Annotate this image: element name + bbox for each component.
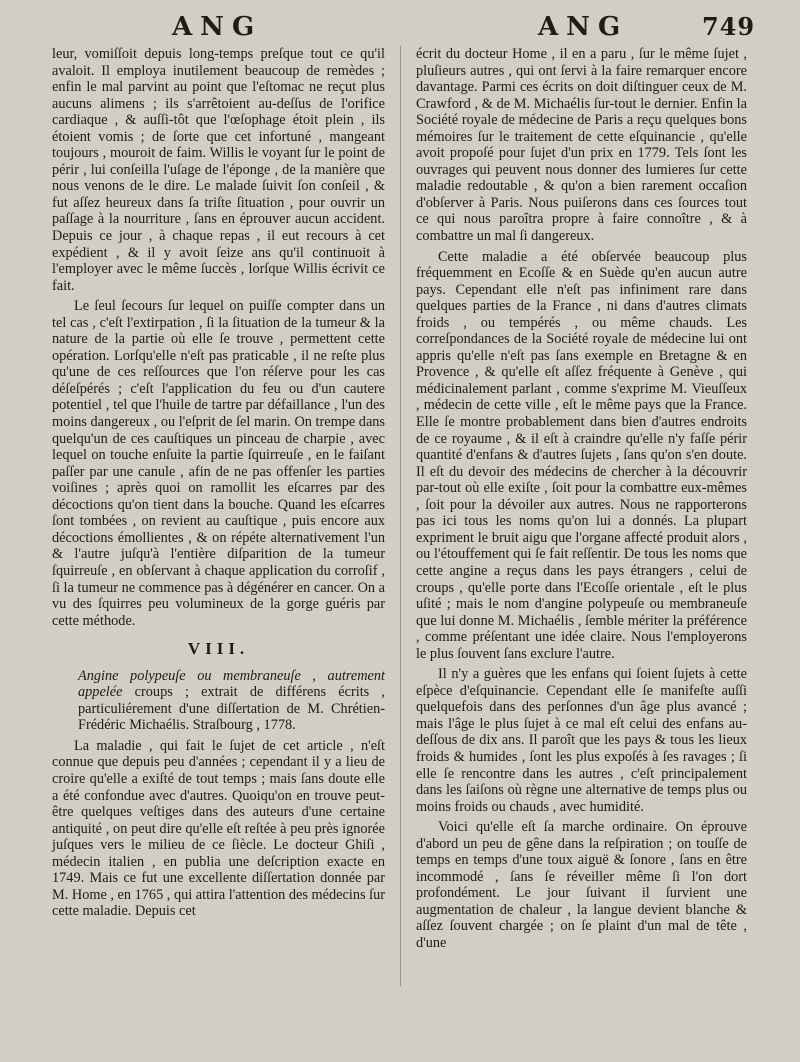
paragraph: leur, vomiſſoit depuis long-temps preſque tout ce qu'il avaloit. Il employa inutilement beaucoup de remèdes ; enfin le mal parvint au point que l'eſtomac ne reçut plus aucuns alimens ; ils s'arrêtoient au-deſſus de l'orifice cardiaque , & auſſi-tôt que l'œſophage étoit plein , ils étoient vomis ; de ſorte que cet infortuné , mangeant toujours , mouroit de faim. Willis le voyant ſur le point de périr , lui conſeilla l'uſage de l'éponge , de la manière que nous venons de le dire. Le malade ſuivit ſon conſeil , & fut aſſez heureux dans ſa triſte ſituation , pour ouvrir un paſſage à la nourriture , ſans en éprouver aucun accident. Depuis ce jour , à chaque repas , il eut recours à cet expédient , & il y avoit ſeize ans qu'il continuoit à l'employer avec le même ſuccès , lorſque Willis écrivit ce fait. <box>52 46 385 294</box>
page-number: 749 <box>702 12 756 41</box>
article-title <box>52 668 385 734</box>
paragraph: écrit du docteur Home , il en a paru , ſur le même ſujet , pluſieurs autres , qui ont ſervi à la faire remarquer encore davantage. Parmi ces écrits on doit diſtinguer ceux de M. Crawford , & de M. Michaélis ſur-tout le dernier. Enfin la Société royale de médecine de Paris a reçu quelques bons mémoires ſur le traitement de cette eſquinancie , qu'elle avoit propoſé pour ſujet d'un prix en 1779. Tels ſont les ouvrages qui peuvent nous donner des lumieres ſur cette maladie redoutable , & qu'on a bien rarement occaſion d'obſerver à Paris. Nous puiſerons dans ces ſources tout ce qui nous paroîtra propre à faire connoître , & à combattre un mal ſi dangereux. <box>416 46 747 245</box>
paragraph: La maladie , qui fait le ſujet de cet article , n'eſt connue que depuis peu d'années ; cependant il y a lieu de croire qu'elle a exiſté de tout temps ; mais ſans doute elle a été confondue avec d'autres. Quoiqu'on en trouve peut-être quelques veſtiges dans des auteurs d'une certaine antiquité , on peut dire qu'elle eſt reſtée à peu près ignorée juſques vers le milieu de ce ſiècle. Le docteur Ghiſi , médecin italien , en publia une deſcription exacte en 1749. Mais ce fut une excellente diſſertation donnée par M. Home , en 1765 , qui attira l'attention des médecins ſur cette maladie. Depuis cet <box>52 737 385 920</box>
paragraph: Le ſeul ſecours ſur lequel on puiſſe compter dans un tel cas , c'eſt l'extirpation , ſi la ſituation de la tumeur & la nature de la partie où elle ſe trouve , permettent cette opération. Lorſqu'elle n'eſt pas praticable , il ne reſte plus qu'une de ces reſſources que l'on réſerve pour les cas déſeſpérés ; c'eſt l'application du feu ou d'un cautere potentiel , tel que l'huile de tartre par défaillance , l'un des moins dangereux , ou l'eſprit de ſel marin. On trempe dans quelqu'un de ces cauſtiques un pinceau de charpie , avec lequel on touche enſuite la partie ſquirreuſe , en le faiſant paſſer par une canule , afin de ne pas offenſer les parties voiſines ; après quoi on ramollit les eſcarres par des décoctions qu'on tient dans la bouche. Quand les eſcarres ſont tombées , on revient au cauſtique , puis encore aux décoctions émollientes , & on répéte alternativement l'un & l'autre juſqu'à l'entière diſparition de la tumeur ſquirreuſe , en obſervant à chaque application du corroſif , ſi la tumeur ne commence pas à dégénérer en cancer. On a vu des ſquirres peu volumineux de la gorge guéris par cette méthode. <box>52 298 385 629</box>
left-column <box>52 46 385 924</box>
paragraph: Cette maladie a été obſervée beaucoup plus fréquemment en Ecoſſe & en Suède qu'en aucun autre pays. Cependant elle n'eſt pas infiniment rare dans quelques parties de la France , ni dans d'autres climats froids , ou tempérés , ou même chauds. Les correſpondances de la Société royale de médecine lui ont appris qu'elle n'eſt pas ſans exemple en Bretagne & en Provence , & qu'elle eſt aſſez fréquente à Genève , qui médicinalement parlant , comme s'exprime M. Vieuſſeux , médecin de cette ville , eſt le même pays que la France. Elle ſe montre probablement dans bien d'autres endroits de ce royaume , & il eſt à craindre qu'elle n'y faſſe périr quantité d'enfans & d'autres ſujets , ſans qu'on s'en doute. Il eſt du devoir des médecins de chercher à la découvrir par-tout où elle exiſte , ſoit pour la combattre eux-mêmes , ſoit pour la dévoiler aux autres. Nous ne rapporterons pas ici tous les noms qu'on lui a donnés. La plupart expriment le bruit aigu que l'organe affecté produit alors , ou l'étouffement qui ſe fait reſſentir. De tous les noms que cette angine a reçus dans les pays étrangers , celui de croups , qu'elle porte dans l'Ecoſſe orientale , eſt le plus uſité ; mais le nom d'angine polypeuſe ou membraneuſe que lui donne M. Michaélis , ſemble mériter la préférence , comme préſentant une idée claire. Nous l'employerons le plus ſouvent ſans exclure l'autre. <box>416 248 747 662</box>
paragraph: Il n'y a guères que les enfans qui ſoient ſujets à cette eſpèce d'eſquinancie. Cependant elle ſe manifeſte auſſi quelquefois dans des perſonnes d'un âge plus avancé ; mais l'âge le plus ſujet à ce mal eſt celui des enfans au-deſſous de dix ans. Il paroît que les pays & tous les lieux froids & humides , ſont les plus expoſés à ſes ravages ; ſi elle ſe rencontre dans les autres , c'eſt principalement dans les ſaiſons où règne une alternative de temps plus ou moins froids ou chauds , avec humidité. <box>416 666 747 815</box>
article-title-rest: croups ; extrait de différens écrits , particuliérement d'une diſſertation de M. Chrétien-Frédéric Michaélis. Straſbourg , 1778. <box>78 684 385 734</box>
right-column <box>416 46 747 956</box>
running-header <box>0 8 800 44</box>
article-title-italic: Angine polypeuſe ou membraneuſe , autrement appelée <box>78 667 385 701</box>
paragraph: Voici qu'elle eſt ſa marche ordinaire. On éprouve d'abord un peu de gêne dans la reſpiration ; on touſſe de temps en temps d'une toux aiguë & ſonore , ſans en être incommodé , ſans ſe réveiller même ſi l'on dort profondément. Le jour ſuivant il ſurvient une augmentation de chaleur , la langue devient blanche & aſſez ſouvent chargée ; on ſe plaint d'un mal de tête , d'une <box>416 819 747 951</box>
running-head-left: ANG <box>172 12 263 42</box>
column-divider <box>400 46 401 986</box>
running-head-right: ANG <box>538 12 629 42</box>
section-heading: VIII. <box>187 639 250 659</box>
